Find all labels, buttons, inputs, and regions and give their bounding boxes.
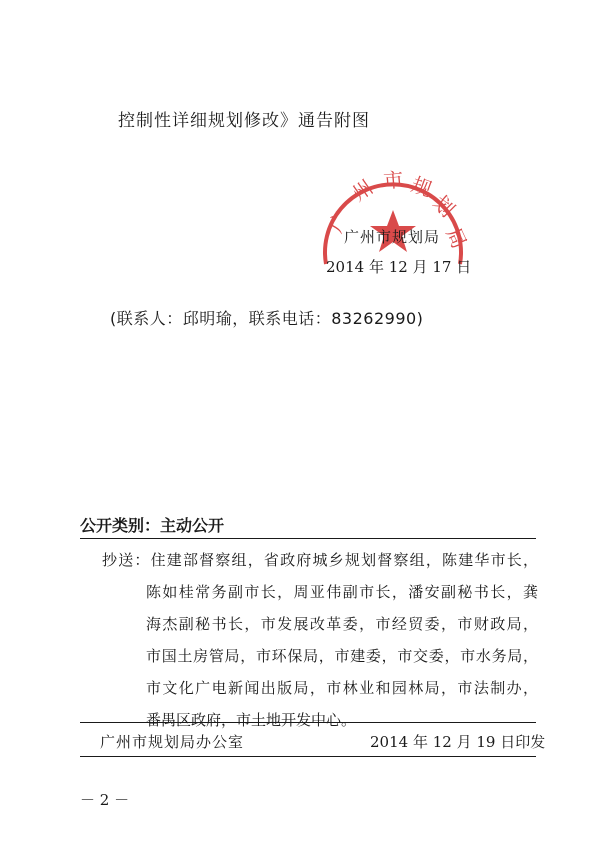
official-seal <box>318 154 472 264</box>
svg-text:划: 划 <box>428 190 460 222</box>
cc-line: 市文化广电新闻出版局，市林业和园林局，市法制办， <box>146 679 538 697</box>
divider-top <box>80 538 536 539</box>
divider-middle <box>80 722 536 723</box>
svg-text:州: 州 <box>347 174 378 207</box>
attachment-title: 控制性详细规划修改》通告附图 <box>118 111 370 131</box>
printing-office: 广州市规划局办公室 <box>100 733 245 751</box>
cc-line: 抄送：住建部督察组，省政府城乡规划督察组，陈建华市长， <box>102 551 538 569</box>
svg-text:市: 市 <box>382 167 405 193</box>
cc-line: 陈如桂常务副市长，周亚伟副市长，潘安副秘书长，龚 <box>146 583 538 601</box>
page-number: － 2 － <box>80 791 130 809</box>
disclosure-category: 公开类别：主动公开 <box>80 516 225 535</box>
cc-list <box>88 544 538 736</box>
svg-text:局: 局 <box>441 223 472 253</box>
contact-info: (联系人：邱明瑜，联系电话：83262990) <box>110 309 424 328</box>
svg-text:广: 广 <box>323 207 355 237</box>
divider-bottom <box>80 756 536 757</box>
issue-date: 2014 年 12 月 17 日 <box>326 258 472 276</box>
cc-line: 市国土房管局，市环保局，市建委，市交委，市水务局， <box>146 647 538 665</box>
print-date: 2014 年 12 月 19 日印发 <box>370 733 546 751</box>
cc-line: 海杰副秘书长，市发展改革委，市经贸委，市财政局， <box>146 615 538 633</box>
svg-text:规: 规 <box>408 172 436 202</box>
cc-line: 番禺区政府，市土地开发中心。 <box>146 711 357 729</box>
issuer-name: 广州市规划局 <box>344 228 441 246</box>
